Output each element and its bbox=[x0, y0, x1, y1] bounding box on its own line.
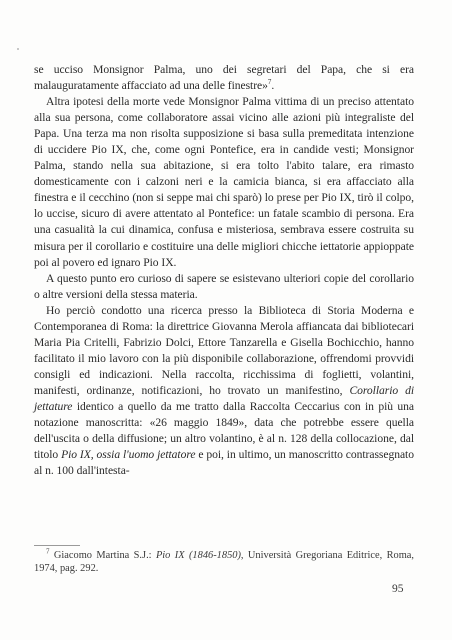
paragraph-4-text: Ho perciò condotto una ricerca presso la Biblioteca di Storia Moderna e Contemporanea di Roma: la direttrice Giovanna Merola affiancata dai bibliotecari Maria Pia Critelli, Fabrizio Dolci, Ettore Tanzarella e Gisella Bochicchio, hanno facilitato il mio lavoro con la più disponibile collaborazione, offrendomi provvidi consigli ed indicazioni. Nella raccolta, ricchissima di foglietti, volantini, manifesti, ordinanze, notificazioni, ho trovato un manifestino, bbox=[34, 303, 414, 397]
paragraph-1-text: se ucciso Monsignor Palma, uno dei segretari del Papa, che si era malauguratamente affacciato ad una delle finestre» bbox=[34, 63, 414, 93]
paragraph-1 bbox=[34, 62, 414, 94]
page-number: 95 bbox=[392, 583, 404, 595]
paragraph-2: Altra ipotesi della morte vede Monsignor Palma vittima di un preciso attentato alla sua persona, come collaboratore assai vicino alle azioni più integraliste del Papa. Una terza ma non risolta supposizione si basa sulla premeditata intenzione di uccidere Pio IX, che, come ogni Pontefice, era in candide vesti; Monsignor Palma, stando nella sua abitazione, si era tolto l'abito talare, era rimasto domesticamente con i calzoni neri e la camicia bianca, si era affacciato alla finestra e il cecchino (non si seppe mai chi sparò) lo prese per Pio IX, tirò il colpo, lo uccise, sicuro di avere attentato al Pontefice: un fatale scambio di persona. Era una casualità la cui dinamica, confusa e misteriosa, sembrava essere costruita su misura per il corollario e costituire una delle migliori chicche iettatorie appioppate poi al povero ed ignaro Pio IX. bbox=[34, 95, 414, 269]
footnote-author: Giacomo Martina S.J.: bbox=[49, 550, 156, 561]
footnote bbox=[34, 549, 414, 576]
paragraph-1-end: . bbox=[271, 79, 275, 93]
title-corollario: Corollario di jettature bbox=[34, 383, 414, 413]
footnote-marker: 7 bbox=[46, 547, 50, 556]
footnote-reference: 7 bbox=[267, 78, 272, 87]
paragraph-4-text-3: e poi, in ultimo, un manoscritto contrassegnato al n. 100 dall'intesta- bbox=[34, 448, 414, 478]
title-pio-ix-jettatore: Pio IX, ossia l'uomo jettatore bbox=[61, 448, 196, 462]
paragraph-4 bbox=[34, 303, 414, 480]
paragraph-3: A questo punto ero curioso di sapere se esistevano ulteriori copie del corollario o altre versioni della stessa materia. bbox=[34, 271, 414, 301]
footnote-separator bbox=[34, 545, 80, 546]
footnote-title: Pio IX (1846-1850) bbox=[155, 550, 241, 561]
body-text bbox=[34, 62, 414, 479]
scan-speck bbox=[17, 48, 19, 50]
paragraph-4-text-2: identico a quello da me tratto dalla Raccolta Ceccarius con in più una notazione manoscritta: «26 maggio 1849», data che potrebbe essere quella dell'uscita o della diffusione; un altro volantino, è al n. 128 della collocazione, dal titolo bbox=[34, 399, 414, 462]
footnote-rest: , Università Gregoriana Editrice, Roma, 1974, pag. 292. bbox=[34, 550, 415, 575]
